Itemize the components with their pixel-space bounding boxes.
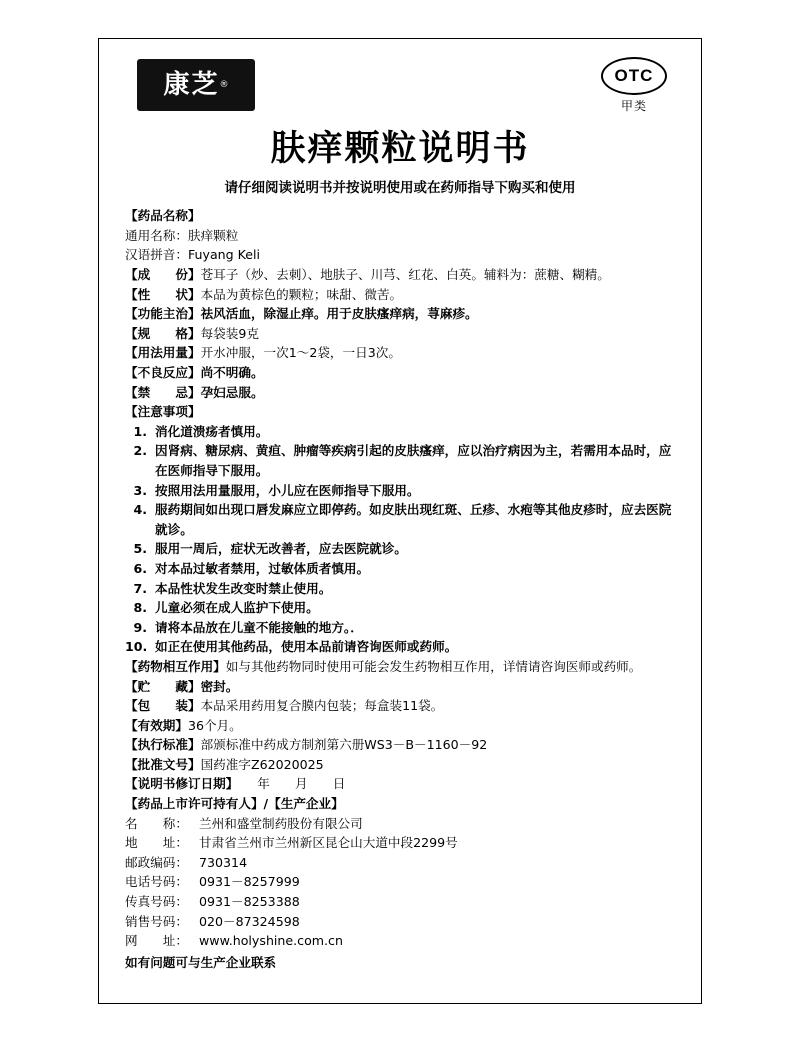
section-validity [125,716,677,736]
manufacturer-sales-row [125,912,677,932]
list-item [125,559,677,579]
contra-label: 【禁 忌】 [125,384,201,400]
standard-value: 部颁标准中药成方制剂第六册WS3－B－1160－92 [200,737,488,753]
section-precautions [125,402,677,422]
list-item-text: 因肾病、糖尿病、黄疸、肿瘤等疾病引起的皮肤瘙痒，应以治疗病因为主，若需用本品时，应在医师指导下服用。 [155,443,672,478]
manufacturer-postcode-label: 邮政编码： [125,854,188,870]
manufacturer-phone-label: 电话号码： [125,874,188,890]
revision-label: 【说明书修订日期】 [125,776,233,792]
manufacturer-phone-value: 0931－8257999 [199,874,300,890]
leaflet-header [113,53,687,127]
approval-value: 国药准字Z62020025 [200,756,324,772]
adverse-label: 【不良反应】 [125,365,201,380]
list-item-number: 3. [133,482,147,498]
list-item [125,598,677,618]
pinyin-value: Fuyang Keli [187,247,261,263]
generic-name-label: 通用名称： [125,227,188,243]
drug-name-label: 【药品名称】 [125,208,201,224]
leaflet-inner [113,53,687,989]
list-item-number: 2. [133,443,147,459]
precautions-list [125,422,677,657]
storage-value: 密封。 [200,678,239,694]
list-item [125,618,677,638]
list-item-number: 1. [133,423,147,439]
section-drug-name [125,206,677,226]
list-item-text: 消化道溃疡者慎用。 [155,423,269,439]
approval-label: 【批准文号】 [125,756,201,772]
list-item-text: 按照用法用量服用，小儿应在医师指导下服用。 [155,482,420,498]
manufacturer-fax-row [125,892,677,912]
manufacturer-postcode-row [125,853,677,873]
list-item-text: 本品性状发生改变时禁止使用。 [155,580,332,596]
validity-label: 【有效期】 [125,717,188,733]
validity-value: 36个月。 [187,717,242,733]
list-item-text: 如正在使用其他药品，使用本品前请咨询医师或药师。 [155,639,458,655]
list-item-text: 服用一周后，症状无改善者，应去医院就诊。 [155,541,407,557]
leaflet-sheet [98,38,702,1004]
manufacturer-name-row [125,814,677,834]
list-item [125,579,677,599]
brand-logo [137,59,255,111]
list-item-text: 儿童必须在成人监护下使用。 [155,600,319,616]
list-item-text: 对本品过敏者禁用，过敏体质者慎用。 [155,560,370,576]
manufacturer-address-value: 甘肃省兰州市兰州新区昆仑山大道中段2299号 [199,835,458,851]
section-function [125,304,677,324]
list-item-number: 9. [133,619,147,635]
adverse-value: 尚不明确。 [200,365,264,380]
page-title: 肤痒颗粒说明书 [270,129,530,169]
list-item-number: 8. [133,600,147,616]
list-item-number: 4. [133,502,147,518]
section-holder [125,794,677,814]
otc-badge: OTC [601,57,667,95]
list-item-number: 5. [133,541,147,557]
manufacturer-fax-label: 传真号码： [125,894,188,910]
usage-value: 开水冲服，一次1～2袋，一日3次。 [200,345,401,361]
section-adverse [125,363,677,383]
package-label: 【包 装】 [125,698,201,714]
package-value: 本品采用药用复合膜内包装；每盒装11袋。 [200,698,444,714]
usage-label: 【用法用量】 [125,345,201,361]
section-spec [125,324,677,344]
section-usage [125,343,677,363]
list-item [125,481,677,501]
section-package [125,696,677,716]
list-item [125,441,677,480]
section-ingredients [125,265,677,285]
section-revision-date [125,774,677,794]
manufacturer-name-label: 名 称： [125,815,188,831]
manufacturer-fax-value: 0931－8253388 [199,894,300,910]
revision-value: 年 月 日 [232,776,346,792]
manufacturer-website-value: www.holyshine.com.cn [199,933,343,949]
list-item [125,539,677,559]
section-generic-name [125,226,677,246]
brand-logo-trademark: ® [219,80,229,90]
section-standard [125,735,677,755]
section-storage [125,677,677,697]
manufacturer-website-label: 网 址： [125,933,188,949]
function-value: 祛风活血，除湿止痒。用于皮肤瘙痒病，荨麻疹。 [200,306,478,322]
interaction-label: 【药物相互作用】 [125,658,226,674]
otc-class-label: 甲类 [620,99,647,113]
list-item-number: 6. [133,560,147,576]
section-contraindication [125,383,677,403]
manufacturer-sales-value: 020－87324598 [199,913,300,929]
storage-label: 【贮 藏】 [125,678,201,694]
spec-label: 【规 格】 [125,325,201,341]
standard-label: 【执行标准】 [125,737,201,753]
contact-footer-note: 如有问题可与生产企业联系 [125,954,277,970]
manufacturer-sales-label: 销售号码： [125,913,188,929]
function-label: 【功能主治】 [125,306,201,322]
precautions-label: 【注意事项】 [125,404,201,420]
section-pinyin [125,245,677,265]
list-item-number: 7. [133,580,147,596]
list-item-text: 服药期间如出现口唇发麻应立即停药。如皮肤出现红斑、丘疹、水疱等其他皮疹时，应去医院就诊。 [155,502,672,537]
page-subtitle: 请仔细阅读说明书并按说明使用或在药师指导下购买和使用 [224,180,576,197]
manufacturer-name-value: 兰州和盛堂制药股份有限公司 [199,815,363,831]
interaction-value: 如与其他药物同时使用可能会发生药物相互作用，详情请咨询医师或药师。 [225,658,642,674]
manufacturer-phone-row [125,872,677,892]
brand-logo-text: 康芝 [163,70,220,100]
section-property [125,285,677,305]
list-item [125,637,677,657]
section-approval [125,755,677,775]
ingredients-value: 苍耳子（炒、去刺）、地肤子、川芎、红花、白英。辅料为：蔗糖、糊精。 [200,267,610,283]
section-interaction [125,657,677,677]
spec-value: 每袋装9克 [200,325,259,341]
manufacturer-postcode-value: 730314 [199,854,248,870]
otc-mark [599,57,669,114]
property-label: 【性 状】 [125,286,201,302]
pinyin-label: 汉语拼音： [125,247,188,263]
holder-label: 【药品上市许可持有人】/【生产企业】 [125,796,344,812]
list-item [125,500,677,539]
list-item-text: 请将本品放在儿童不能接触的地方。． [155,619,363,635]
manufacturer-website-row [125,931,677,951]
manufacturer-address-row [125,833,677,853]
list-item [125,422,677,442]
ingredients-label: 【成 份】 [125,267,201,283]
list-item-number: 10. [125,639,148,655]
leaflet-body [113,206,687,972]
manufacturer-address-label: 地 址： [125,835,188,851]
contra-value: 孕妇忌服。 [200,384,264,400]
property-value: 本品为黄棕色的颗粒；味甜、微苦。 [200,286,403,302]
generic-name-value: 肤痒颗粒 [187,227,239,243]
